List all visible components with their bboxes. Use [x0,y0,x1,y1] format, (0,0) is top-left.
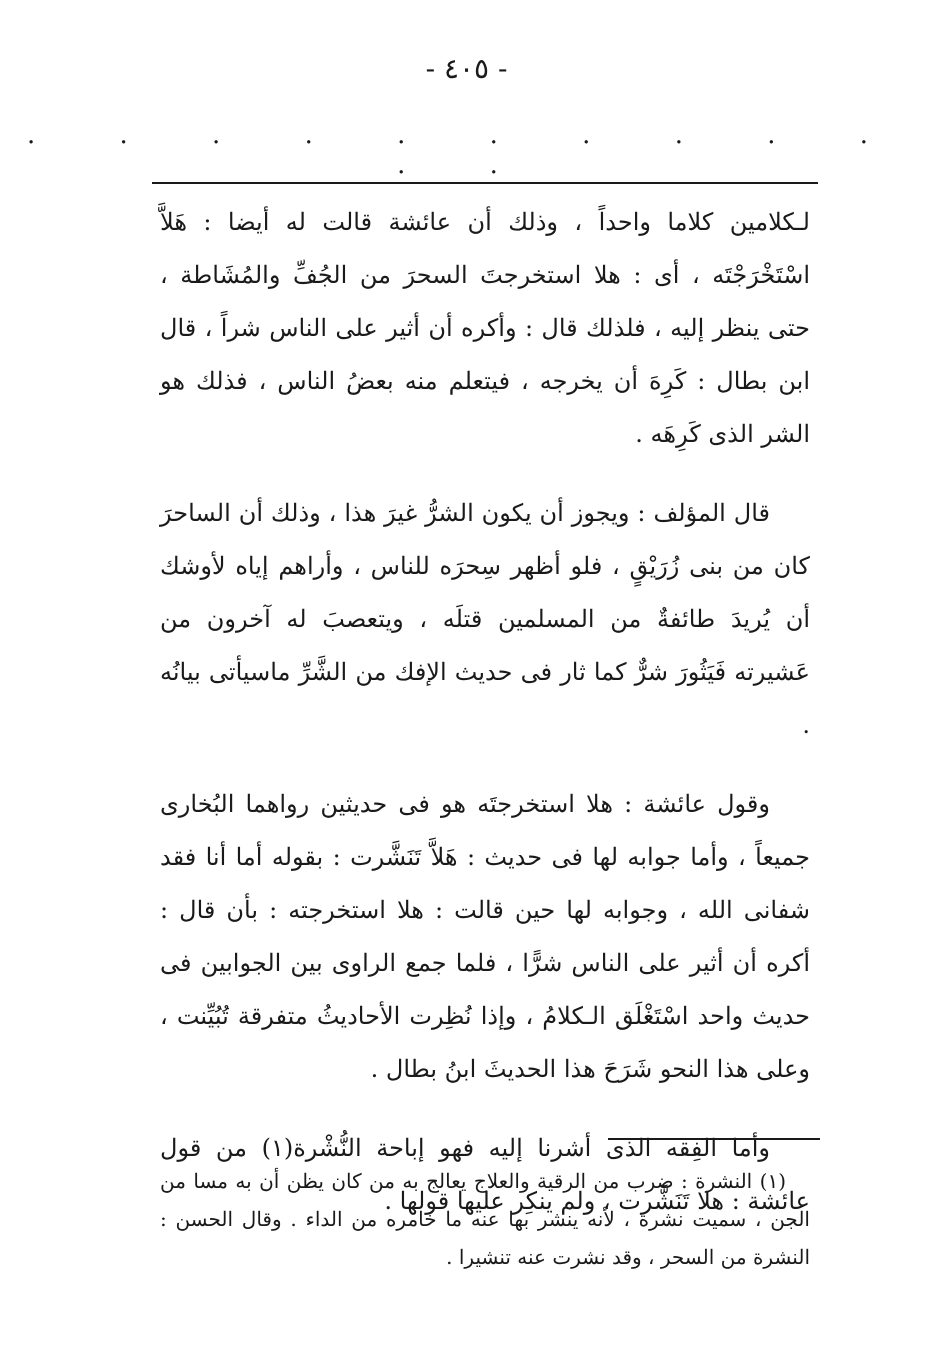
main-text [160,196,810,1254]
top-rule [152,182,818,184]
paragraph: وأما الفِقه الذى أشرنا إليه فهو إباحة النُّشْرة(١) من قول عائشة : هلا تَنَشَّرت ، ولم ينكِر عليها قولها . [160,1134,810,1215]
footnote-rule [608,1138,820,1140]
paragraph: لـكلامين كلاما واحداً ، وذلك أن عائشة قالت له أيضا : هَلاَّ اسْتَخْرَجْتَه ، أى : هلا استخرجتَ السحرَ من الجُفِّ والمُشَاطة ، حتى ينظر إليه ، فلذلك قال : وأكره أن أثير على الناس شراً ، قال ابن بطال : كَرِهَ أن يخرجه ، فيتعلم منه بعضُ الناس ، فذلك هو الشر الذى كَرِهَه . [160,208,810,448]
paragraph: وقول عائشة : هلا استخرجتَه هو فى حديثين رواهما البُخارى جميعاً ، وأما جوابه لها فى حديث : هَلاَّ تَنَشَّرت : بقوله أما أنا فقد شفانى الله ، وجوابه لها حين قالت : هلا استخرجته : بأن قال : أكره أن أثير على الناس شرًّا ، فلما جمع الراوى بين الجوابين فى حديث واحد اسْتَغْلَق الـكلامُ ، وإذا نُظِرت الأحاديثُ متفرقة تُبُيِّنت ، وعلى هذا النحو شَرَحَ هذا الحديثَ ابنُ بطال . [160,790,810,1083]
page-number: - ٤٠٥ - [425,52,508,85]
paragraph: قال المؤلف : ويجوز أن يكون الشرُّ غيرَ هذا ، وذلك أن الساحرَ كان من بنى زُرَيْقٍ ، فلو أظهر سِحرَه للناس ، وأراهم إياه لأوشك أن يُريدَ طائفةٌ من المسلمين قتلَه ، ويتعصبَ له آخرون من عَشيرته فَيَثُورَ شرٌّ كما ثار فى حديث الإفك من الشَّرِّ ماسيأتى بيانُه . [160,499,810,739]
footnote: (١) النشرة : ضرب من الرقية والعلاج يعالج به من كان يظن أن به مسا من الجن ، سميت نشرة ، لأنه ينشر بها عنه ما خامره من الداء . وقال الحسن : النشرة من السحر ، وقد نشرت عنه تنشيرا . [160,1169,810,1269]
omission-dots: · · · · · · · · · · · · [26,128,907,188]
